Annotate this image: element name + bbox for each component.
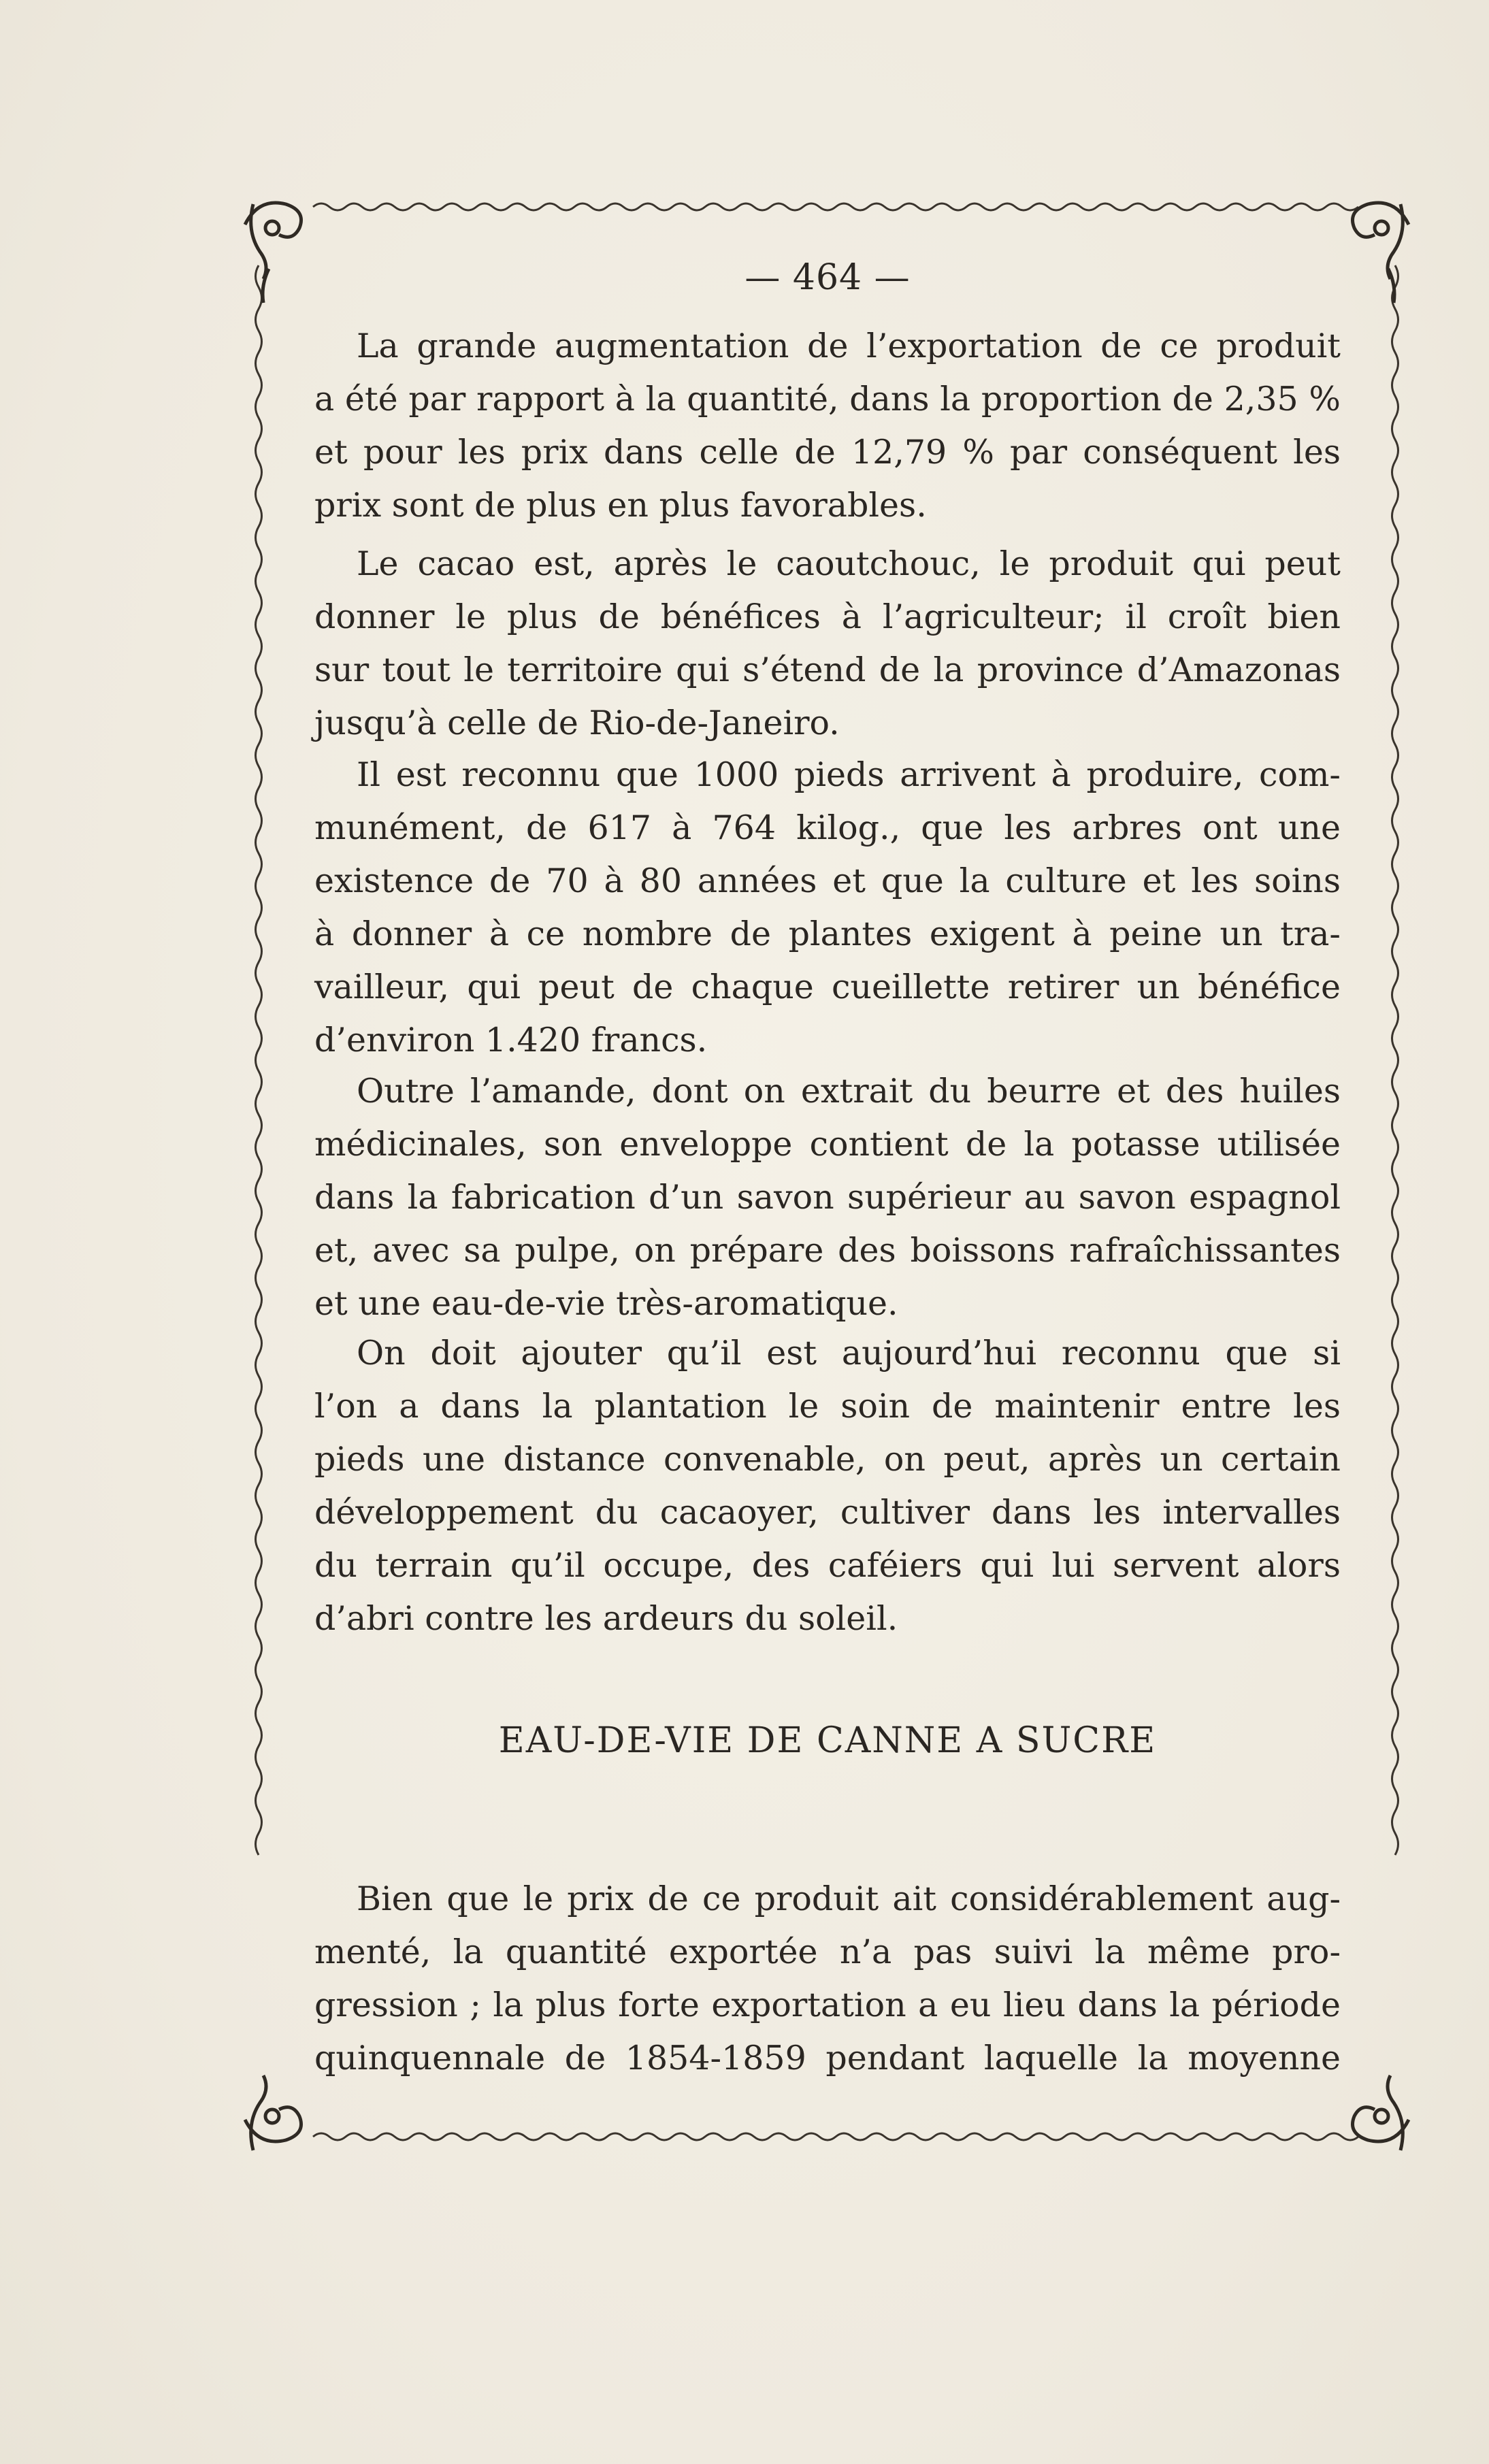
paragraph-line: Le cacao est, après le caoutchouc, le produit qui peut	[357, 544, 1341, 583]
paragraph-line: La grande augmentation de l’exportation de ce produit	[357, 327, 1341, 365]
section-paragraph	[314, 1873, 1341, 2085]
paragraph-line: gression ; la plus forte exportation a eu lieu dans la période	[314, 1986, 1341, 2024]
paragraph-2	[314, 538, 1341, 750]
paragraph-line: vailleur, qui peut de chaque cueillette retirer un bénéfice	[314, 968, 1341, 1006]
corner-ornament-bottom-left	[245, 2075, 301, 2150]
paragraph-line: On doit ajouter qu’il est aujourd’hui reconnu que si	[357, 1334, 1341, 1373]
paragraph-line: d’abri contre les ardeurs du soleil.	[314, 1599, 898, 1638]
page-number: — 464 —	[744, 257, 911, 298]
paragraph-line: jusqu’à celle de Rio-de-Janeiro.	[314, 704, 840, 742]
paragraph-line: Outre l’amande, dont on extrait du beurre et des huiles	[357, 1072, 1341, 1111]
paragraph-line: dans la fabrication d’un savon supérieur au savon espagnol	[314, 1178, 1341, 1217]
top-border-line	[313, 203, 1358, 210]
bottom-border-line	[313, 2133, 1358, 2140]
paragraph-line: Il est reconnu que 1000 pieds arrivent à produire, com-	[357, 755, 1341, 794]
paragraph-line: l’on a dans la plantation le soin de maintenir entre les	[314, 1387, 1341, 1426]
paragraph-line: menté, la quantité exportée n’a pas suivi la même pro-	[314, 1933, 1341, 1971]
left-border-line	[256, 265, 262, 1855]
paragraph-line: d’environ 1.420 francs.	[314, 1021, 708, 1059]
paragraph-line: quinquennale de 1854-1859 pendant laquelle la moyenne	[314, 2039, 1341, 2077]
paragraph-line: du terrain qu’il occupe, des caféiers qui lui servent alors	[314, 1546, 1341, 1585]
corner-ornament-bottom-right	[1353, 2075, 1409, 2150]
paragraph-5	[314, 1327, 1341, 1645]
paragraph-line: pieds une distance convenable, on peut, après un certain	[314, 1440, 1341, 1479]
paragraph-line: Bien que le prix de ce produit ait considérablement aug-	[357, 1879, 1341, 1918]
paragraph-line: développement du cacaoyer, cultiver dans les intervalles	[314, 1493, 1341, 1532]
paragraph-3	[314, 749, 1341, 1067]
paragraph-line: et pour les prix dans celle de 12,79 % par conséquent les	[314, 433, 1341, 472]
paragraph-line: munément, de 617 à 764 kilog., que les arbres ont une	[314, 808, 1341, 847]
paragraph-4	[314, 1065, 1341, 1330]
paragraph-line: à donner à ce nombre de plantes exigent à peine un tra-	[314, 915, 1341, 953]
corner-ornament-top-left	[245, 203, 301, 303]
section-heading: EAU-DE-VIE DE CANNE A SUCRE	[498, 1720, 1157, 1761]
corner-ornament-top-right	[1353, 203, 1409, 303]
paragraph-line: donner le plus de bénéfices à l’agriculteur; il croît bien	[314, 597, 1341, 636]
paragraph-line: prix sont de plus en plus favorables.	[314, 486, 927, 525]
paragraph-line: a été par rapport à la quantité, dans la proportion de 2,35 %	[314, 380, 1341, 418]
paragraph-line: et, avec sa pulpe, on prépare des boissons rafraîchissantes	[314, 1231, 1341, 1270]
paragraph-line: sur tout le territoire qui s’étend de la province d’Amazonas	[314, 651, 1341, 689]
right-border-line	[1392, 265, 1398, 1855]
paragraph-line: médicinales, son enveloppe contient de la potasse utilisée	[314, 1125, 1341, 1164]
paragraph-line: existence de 70 à 80 années et que la culture et les soins	[314, 861, 1341, 900]
paragraph-1	[314, 320, 1341, 532]
paragraph-line: et une eau-de-vie très-aromatique.	[314, 1284, 898, 1323]
